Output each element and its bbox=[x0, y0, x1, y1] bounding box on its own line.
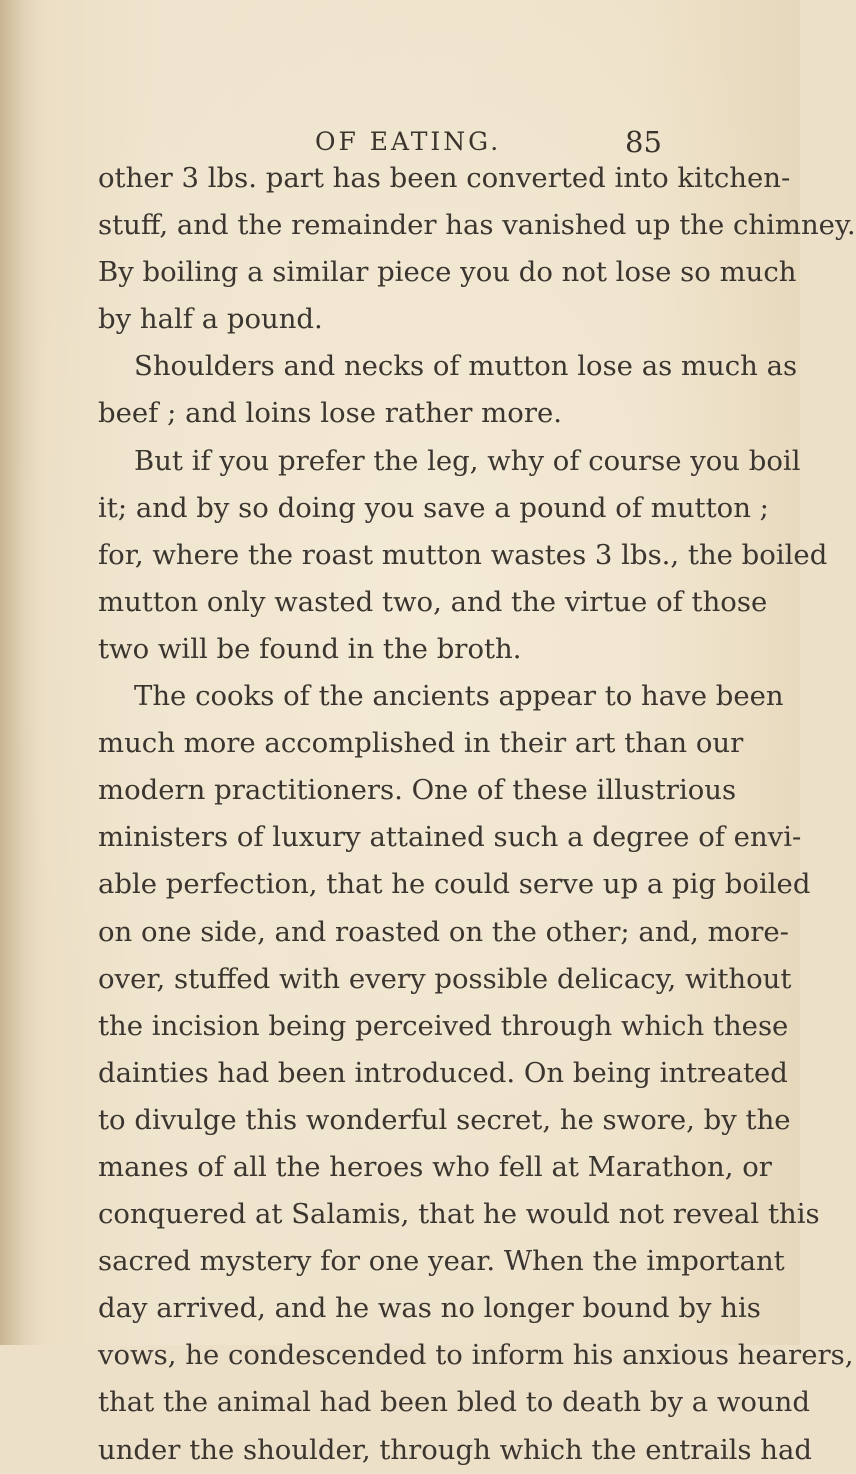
text-line: for, where the roast mutton wastes 3 lbs., the boiled bbox=[98, 538, 828, 571]
text-line: By boiling a similar piece you do not lose so much bbox=[98, 256, 797, 289]
text-line: day arrived, and he was no longer bound by his bbox=[98, 1292, 761, 1325]
text-line: stuff, and the remainder has vanished up the chimney. bbox=[98, 209, 856, 242]
page-number: 85 bbox=[625, 125, 662, 159]
text-line: sacred mystery for one year. When the important bbox=[98, 1245, 785, 1278]
text-line: the incision being perceived through which these bbox=[98, 1009, 789, 1042]
binding-shadow bbox=[0, 0, 40, 1345]
text-line: Shoulders and necks of mutton lose as much as bbox=[134, 350, 798, 383]
body-text bbox=[98, 155, 856, 1474]
text-line: it; and by so doing you save a pound of mutton ; bbox=[98, 491, 769, 524]
text-line: modern practitioners. One of these illustrious bbox=[98, 774, 737, 807]
text-line: conquered at Salamis, that he would not reveal this bbox=[98, 1198, 820, 1231]
text-line: that the animal had been bled to death by a wound bbox=[98, 1386, 810, 1419]
text-line: other 3 lbs. part has been converted into kitchen- bbox=[98, 162, 791, 194]
text-line: mutton only wasted two, and the virtue of those bbox=[98, 585, 768, 618]
text-line: dainties had been introduced. On being intreated bbox=[98, 1056, 788, 1089]
running-title: OF EATING. bbox=[315, 127, 502, 156]
text-line: on one side, and roasted on the other; and, more- bbox=[98, 915, 789, 948]
text-line: by half a pound. bbox=[98, 303, 323, 336]
text-line: to divulge this wonderful secret, he swore, by the bbox=[98, 1103, 791, 1136]
text-line: vows, he condescended to inform his anxious hearers, bbox=[98, 1339, 854, 1372]
text-line: manes of all the heroes who fell at Marathon, or bbox=[98, 1150, 772, 1183]
text-line: The cooks of the ancients appear to have been bbox=[134, 680, 784, 713]
text-line: two will be found in the broth. bbox=[98, 632, 522, 665]
text-line: beef ; and loins lose rather more. bbox=[98, 397, 562, 430]
text-line: much more accomplished in their art than our bbox=[98, 727, 744, 760]
text-line: But if you prefer the leg, why of course you boil bbox=[134, 444, 801, 477]
text-line: able perfection, that he could serve up a pig boiled bbox=[98, 868, 811, 901]
text-line: over, stuffed with every possible delicacy, without bbox=[98, 962, 792, 995]
text-line: under the shoulder, through which the entrails had bbox=[98, 1433, 812, 1466]
text-line: ministers of luxury attained such a degree of envi- bbox=[98, 821, 802, 854]
